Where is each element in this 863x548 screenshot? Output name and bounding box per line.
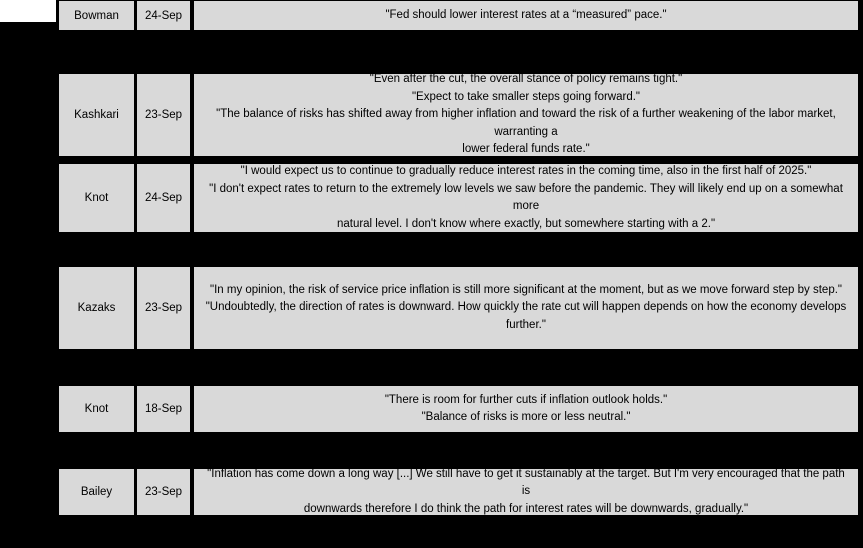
date-cell: 24-Sep	[136, 163, 191, 233]
quote-line: "I would expect us to continue to gradually reduce interest rates in the coming time, also in the first half of 2025."	[240, 165, 812, 177]
row-spacer	[58, 433, 860, 468]
row-spacer	[58, 233, 860, 266]
speaker-cell: Kazaks	[58, 266, 135, 350]
table-row	[58, 468, 859, 516]
quote-line: "Even after the cut, the overall stance of policy remains tight."	[369, 73, 683, 86]
quote-line: "Fed should lower interest rates at a “measured” pace."	[385, 8, 667, 21]
row-spacer	[58, 350, 860, 385]
corner-blank-box	[0, 0, 56, 22]
date-cell: 23-Sep	[136, 73, 191, 157]
quote-line: "Inflation has come down a long way [...] We still have to get it sustainably at the target. But I'm very encouraged that the path is	[207, 467, 845, 498]
quote-line: "There is room for further cuts if inflation outlook holds."	[384, 393, 668, 406]
speaker-cell: Knot	[58, 163, 135, 233]
quote-cell	[193, 163, 859, 233]
quote-line: "I don't expect rates to return to the extremely low levels we saw before the pandemic. They will likely end up on a somewhat more	[209, 182, 843, 212]
date-cell: 23-Sep	[136, 266, 191, 350]
quote-line: "Undoubtedly, the direction of rates is downward. How quickly the rate cut will happen depends on how the economy develops further."	[205, 301, 847, 331]
row-spacer	[58, 31, 860, 73]
quote-line: "Expect to take smaller steps going forward."	[411, 90, 641, 103]
quote-cell	[193, 468, 859, 516]
quotes-table	[58, 0, 860, 516]
date-cell: 23-Sep	[136, 468, 191, 516]
quote-line: "The balance of risks has shifted away from higher inflation and toward the risk of a further weakening of the labor market, warranting a	[216, 108, 836, 138]
quote-cell	[193, 73, 859, 157]
date-cell: 24-Sep	[136, 0, 191, 31]
table-row	[58, 163, 859, 233]
quote-line: natural level. I don't know where exactly, but somewhere starting with a 2."	[336, 217, 716, 230]
speaker-cell: Bowman	[58, 0, 135, 31]
table-row	[58, 385, 859, 433]
quote-line: lower federal funds rate."	[462, 143, 590, 156]
date-cell: 18-Sep	[136, 385, 191, 433]
quote-cell	[193, 385, 859, 433]
quote-line: "In my opinion, the risk of service price inflation is still more significant at the moment, but as we move forward step by step."	[210, 283, 842, 296]
table-row	[58, 73, 859, 157]
speaker-cell: Bailey	[58, 468, 135, 516]
table-row	[58, 266, 859, 350]
quote-line: "Balance of risks is more or less neutral."	[421, 411, 631, 423]
quote-line: downwards therefore I do think the path for interest rates will be downwards, gradually."	[303, 502, 749, 515]
quote-cell	[193, 0, 859, 31]
table-row	[58, 0, 859, 31]
speaker-cell: Knot	[58, 385, 135, 433]
quote-cell	[193, 266, 859, 350]
speaker-cell: Kashkari	[58, 73, 135, 157]
